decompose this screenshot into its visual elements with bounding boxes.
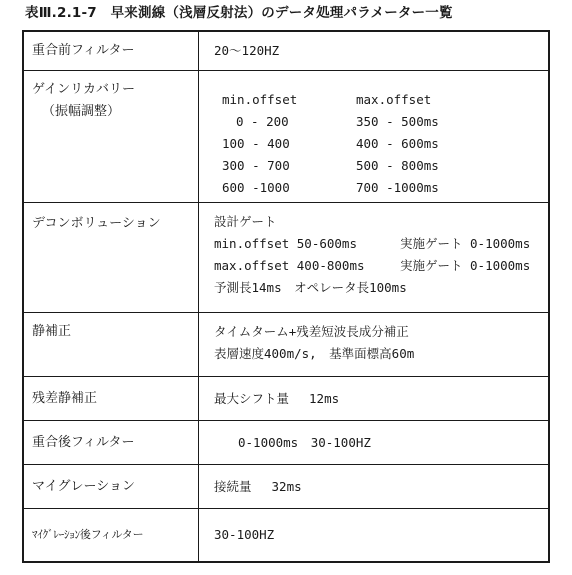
row-value: 20〜120HZ (214, 43, 280, 58)
row-label: ﾏｲｸﾞﾚｰｼｮﾝ後フィルター (32, 528, 144, 541)
row-label: 重合後フィルター (32, 435, 135, 450)
column-divider (198, 203, 199, 312)
row-value: 0-1000ms 30-100HZ (238, 435, 371, 450)
row-value: 30-100HZ (214, 527, 275, 542)
table-row (24, 70, 548, 202)
apply-gate-min: 実施ゲート 0-1000ms (400, 236, 531, 251)
max-offset-range: 400 - 600ms (356, 136, 439, 151)
row-value: 接続量 32ms (214, 479, 302, 494)
row-label: 重合前フィルター (32, 43, 135, 58)
min-offset-range: 300 - 700 (222, 158, 290, 173)
value-line: 表層速度400m/s, 基準面標高60m (214, 346, 415, 361)
min-offset-range: 100 - 400 (222, 136, 290, 151)
gain-recovery-values (222, 89, 552, 199)
column-divider (198, 421, 199, 464)
row-label (32, 79, 192, 123)
column-divider (198, 32, 199, 70)
row-label: マイグレーション (32, 479, 135, 494)
gain-grid (222, 89, 552, 199)
header-min-offset: min.offset (222, 92, 298, 107)
table-row (24, 32, 548, 70)
max-offset-range: 350 - 500ms (356, 114, 439, 129)
header-max-offset: max.offset (356, 92, 432, 107)
row-value: 最大シフト量 12ms (214, 391, 340, 406)
design-gate-min: min.offset 50-600ms (214, 236, 357, 251)
gate-grid (214, 233, 544, 277)
value-line: タイムターム+残差短波長成分補正 (214, 324, 409, 339)
table-row (24, 508, 548, 561)
deconvolution-values (214, 211, 544, 299)
column-divider (198, 509, 199, 561)
table-row (24, 202, 548, 312)
value-line: 予測長14ms オペレータ長100ms (214, 280, 407, 295)
apply-gate-max: 実施ゲート 0-1000ms (400, 258, 531, 273)
table-row (24, 376, 548, 420)
max-offset-range: 700 -1000ms (356, 180, 439, 195)
table-row (24, 312, 548, 376)
table-row (24, 420, 548, 464)
row-label: 静補正 (32, 324, 72, 339)
column-divider (198, 465, 199, 508)
parameter-table (22, 30, 550, 563)
value-line: 設計ゲート (214, 214, 277, 229)
row-label: デコンボリューション (32, 216, 161, 231)
row-label: 残差静補正 (32, 391, 98, 406)
row-label-line: ゲインリカバリー (32, 82, 135, 97)
column-divider (198, 71, 199, 202)
static-correction-values (214, 321, 544, 365)
row-label-line: （振幅調整） (42, 104, 121, 119)
min-offset-range: 600 -1000 (222, 180, 290, 195)
column-divider (198, 313, 199, 376)
column-divider (198, 377, 199, 420)
table-caption: 表Ⅲ.2.1-7 早来測線（浅層反射法）のデータ処理パラメーター一覧 (25, 5, 453, 21)
max-offset-range: 500 - 800ms (356, 158, 439, 173)
table-row (24, 464, 548, 508)
min-offset-range: 0 - 200 (236, 114, 289, 129)
design-gate-max: max.offset 400-800ms (214, 258, 365, 273)
